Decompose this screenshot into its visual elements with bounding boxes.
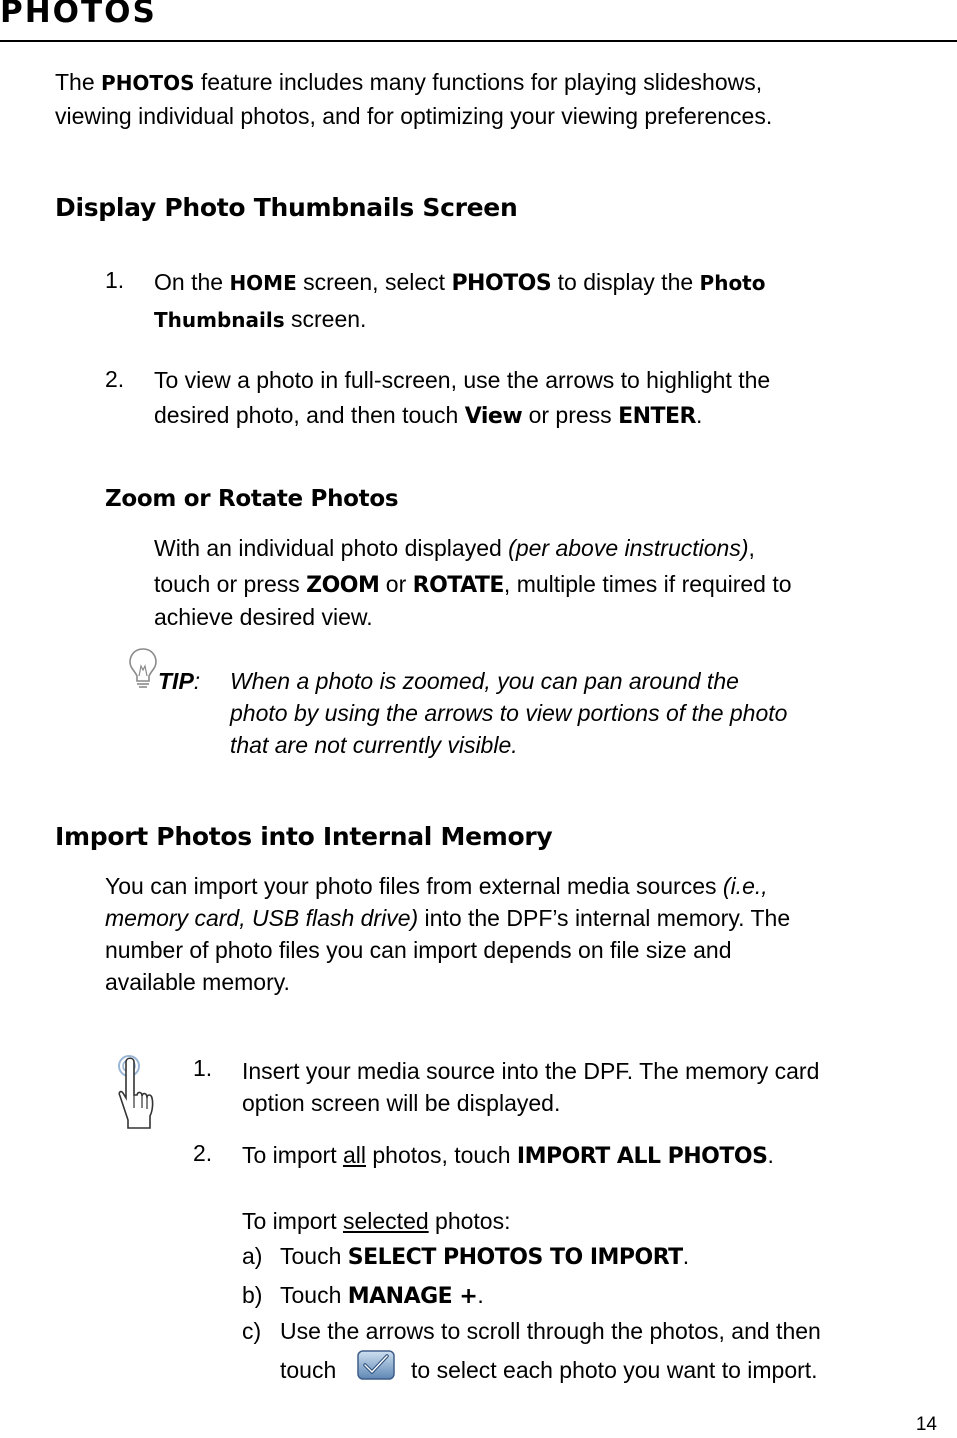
step-1-line-2: Thumbnails screen. [154,306,367,332]
lightbulb-icon [126,646,160,690]
header-rule [0,40,957,42]
page-title: PHOTOS [0,0,157,30]
section-heading-display-thumbnails: Display Photo Thumbnails Screen [55,193,518,222]
tip-line-1: When a photo is zoomed, you can pan around the [230,668,739,694]
tip-label: TIP: [158,668,201,694]
checkbox-check-icon [355,1348,397,1382]
step-2-line-2: desired photo, and then touch View or press ENTER. [154,402,703,429]
step-number: 2. [105,366,125,392]
import-step-1-line-1: Insert your media source into the DPF. The memory card [242,1058,820,1084]
sub-step-c-touch: touch [280,1357,337,1383]
sub-step-c-line-1: Use the arrows to scroll through the photos, and then [280,1318,821,1344]
tip-line-2: photo by using the arrows to view portions of the photo [230,700,788,726]
page-number: 14 [915,1414,937,1435]
step-2-line-1: To view a photo in full-screen, use the arrows to highlight the [154,367,771,393]
sub-step-label: a) [242,1243,263,1269]
intro-line-1: The PHOTOS feature includes many functions for playing slideshows, [55,69,763,95]
sub-step-label: b) [242,1282,263,1308]
import-selected-intro: To import selected photos: [242,1208,511,1234]
zoom-line-2: touch or press ZOOM or ROTATE, multiple times if required to [154,571,792,598]
zoom-line-3: achieve desired view. [154,604,373,630]
intro-line-2: viewing individual photos, and for optimizing your viewing preferences. [55,103,773,129]
import-line-2: memory card, USB flash drive) into the DPF’s internal memory. The [105,905,791,931]
touch-hand-icon [116,1052,160,1132]
step-number: 1. [105,267,125,293]
step-number: 2. [193,1140,213,1166]
section-heading-import: Import Photos into Internal Memory [55,822,553,851]
sub-step-label: c) [242,1318,262,1344]
step-number: 1. [193,1055,213,1081]
sub-step-c-line-2: to select each photo you want to import. [411,1357,818,1383]
step-1-line-1: On the HOME screen, select PHOTOS to display the Photo [154,269,766,296]
subheading-zoom-rotate: Zoom or Rotate Photos [105,486,399,512]
intro-keyword: PHOTOS [101,71,195,95]
sub-step-a: Touch SELECT PHOTOS TO IMPORT. [280,1243,690,1270]
import-line-3: number of photo files you can import depends on file size and [105,937,732,963]
import-step-1-line-2: option screen will be displayed. [242,1090,561,1116]
zoom-line-1: With an individual photo displayed (per above instructions), [154,535,755,561]
import-line-1: You can import your photo files from external media sources (i.e., [105,873,768,899]
sub-step-b: Touch MANAGE +. [280,1282,484,1309]
import-step-2: To import all photos, touch IMPORT ALL PHOTOS. [242,1142,774,1169]
tip-line-3: that are not currently visible. [230,732,518,758]
import-line-4: available memory. [105,969,290,995]
